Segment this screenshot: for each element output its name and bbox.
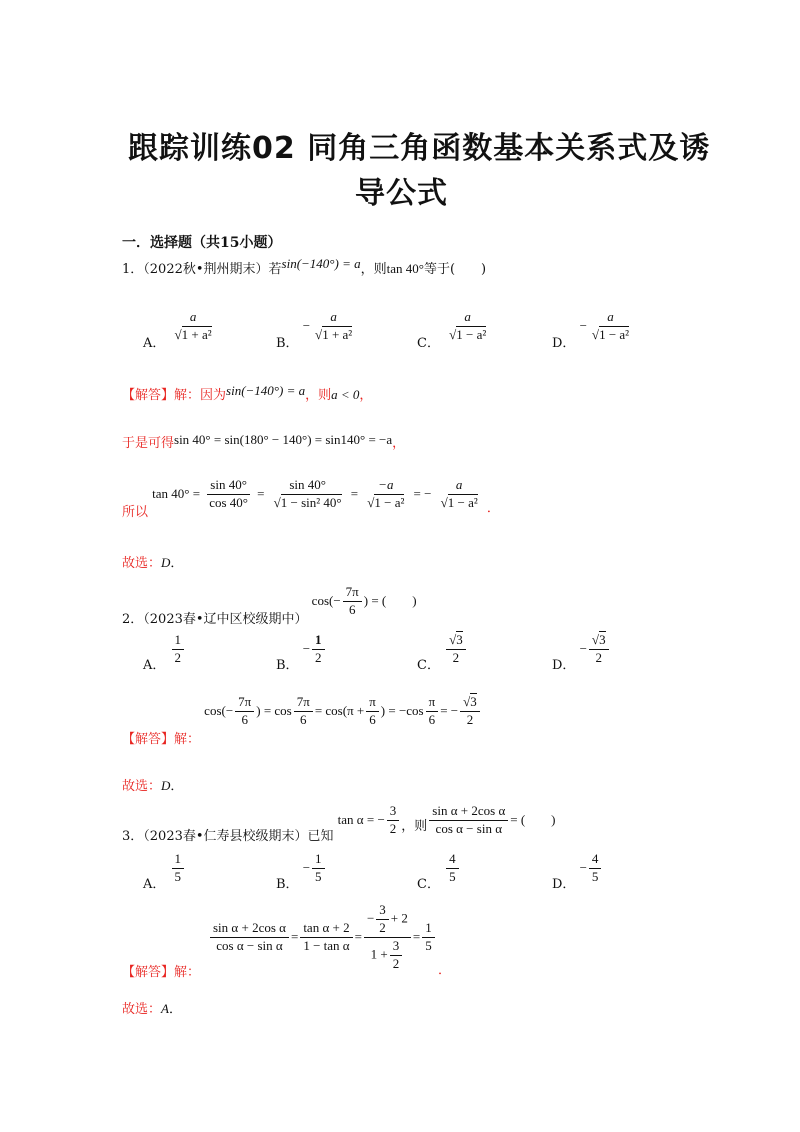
- q3-option-c-label: C．: [417, 876, 440, 892]
- q1-solution-line3: [122, 477, 500, 520]
- numerator: 3: [390, 939, 403, 956]
- inner-fraction: [376, 903, 389, 936]
- q1-solution-line2-text: 于是可得: [122, 436, 175, 451]
- q1-line3-end: ．: [486, 500, 500, 516]
- q3-then: ，则: [401, 818, 428, 834]
- numerator: 1: [312, 633, 325, 650]
- q2-s-frac4: [426, 695, 439, 728]
- q3-answer: [122, 998, 182, 1017]
- numerator: a: [604, 310, 617, 327]
- q1-condition: sin(−140°) = a: [281, 256, 361, 271]
- numerator: 3: [376, 903, 389, 920]
- denominator: 2: [392, 955, 400, 971]
- q2-expr-fraction: [343, 585, 362, 618]
- q1-option-d-fraction: [589, 310, 632, 343]
- inner-fraction: [390, 939, 403, 972]
- page-title-line1: 跟踪训练02 同角三角函数基本关系式及诱: [128, 131, 711, 166]
- q1-line3-neg: = −: [413, 485, 432, 501]
- question-1-stem: [122, 258, 486, 277]
- numerator: −a: [375, 478, 396, 495]
- denominator: 2: [466, 711, 474, 727]
- q3-option-b-sign: −: [302, 859, 311, 875]
- page-title-line2: 导公式: [355, 176, 448, 211]
- numerator: 7π: [294, 695, 313, 712]
- q3-option-d-sign: −: [579, 859, 587, 875]
- q2-option-a[interactable]: [143, 632, 186, 673]
- denominator: 5: [449, 868, 456, 884]
- denominator: 6: [369, 711, 376, 727]
- numerator: π: [426, 695, 439, 712]
- numerator: 7π: [235, 695, 254, 712]
- q2-option-c-fraction: [446, 633, 466, 666]
- one-plus: 1 +: [370, 946, 388, 962]
- q3-option-d-fraction: [589, 852, 602, 885]
- plus-two: + 2: [390, 910, 408, 926]
- denominator: 2: [389, 820, 397, 836]
- numerator: √3: [460, 695, 480, 712]
- denominator: √1 − a²: [440, 494, 478, 510]
- denominator: 5: [315, 868, 322, 884]
- q1-solution-line2-comma: ，: [392, 436, 406, 451]
- numerator: 7π: [343, 585, 362, 602]
- q1-option-b-label: B．: [276, 335, 299, 351]
- denominator: 2: [379, 919, 386, 935]
- q2-option-b-label: B．: [276, 657, 299, 673]
- denominator: 6: [428, 711, 436, 727]
- q1-then: ，则: [360, 262, 387, 277]
- denominator: 2: [315, 649, 322, 665]
- q2-s-frac2: [294, 695, 313, 728]
- q3-option-d-label: D．: [552, 876, 576, 892]
- q3-ask: = ( ): [510, 811, 556, 827]
- q3-answer-value: A: [161, 1001, 169, 1016]
- denominator: 5: [591, 868, 599, 884]
- numerator: √3: [589, 633, 609, 650]
- numerator: √3: [446, 633, 466, 650]
- q1-stem-text: 1．（2022秋•荆州期末）若: [122, 262, 282, 277]
- q3-cond-pre: tan α = −: [337, 811, 385, 827]
- radicand: 1 − a²: [374, 494, 405, 510]
- q1-option-a-label: A．: [143, 335, 166, 351]
- numerator: 4: [589, 852, 602, 869]
- q3-option-c[interactable]: [417, 851, 461, 892]
- numerator: sin 40°: [207, 478, 250, 495]
- q2-s-frac3: [366, 695, 379, 728]
- q1-answer: [122, 552, 183, 571]
- q3-solution-tag: 【解答】: [122, 965, 175, 980]
- q3-s-eq2: =: [354, 928, 362, 944]
- q3-solution-math: [208, 903, 437, 972]
- numerator: [364, 903, 411, 938]
- q2-option-b-sign: −: [302, 640, 311, 656]
- q1-option-d-sign: −: [579, 317, 587, 333]
- q1-line3-frac3: [364, 478, 407, 511]
- q2-solution-tag: 【解答】: [122, 731, 175, 747]
- q1-ask: 等于( ): [423, 262, 487, 277]
- q3-solution-end: ．: [438, 963, 452, 978]
- q2-answer-text: 故选：: [122, 779, 162, 794]
- denominator: 6: [300, 711, 307, 727]
- q3-option-d[interactable]: [552, 851, 603, 892]
- denominator: √1 − a²: [591, 326, 630, 342]
- q1-option-c[interactable]: [417, 309, 491, 351]
- q3-s-frac3: [364, 903, 411, 972]
- numerator: tan α + 2: [300, 921, 352, 938]
- numerator: a: [453, 478, 466, 495]
- denominator: √1 + a²: [315, 326, 353, 342]
- q3-s-eq1: =: [290, 928, 299, 944]
- q3-option-b-label: B．: [276, 876, 299, 892]
- q1-option-a-fraction: [172, 310, 215, 343]
- numerator: a: [327, 310, 340, 327]
- q2-option-d[interactable]: [552, 632, 611, 673]
- q1-solution-line3-text: 所以: [122, 504, 149, 520]
- denominator: 2: [595, 649, 602, 665]
- q1-line3-eq2: =: [350, 485, 359, 501]
- q2-s-eqcos2: = cos(π +: [314, 702, 365, 718]
- denominator: cos α − sin α: [216, 937, 283, 953]
- q2-s-neg: ) = −cos: [380, 702, 424, 718]
- numerator: 1: [172, 633, 185, 650]
- q3-option-b[interactable]: [276, 851, 327, 892]
- q1-option-b[interactable]: [276, 309, 357, 351]
- q3-option-c-fraction: [446, 852, 459, 885]
- denominator: [368, 938, 408, 972]
- numerator: 3: [387, 804, 400, 821]
- q1-option-d[interactable]: [552, 309, 634, 351]
- q1-line3-frac2: [271, 478, 345, 511]
- q2-option-b[interactable]: [276, 632, 327, 673]
- radicand: 1 + a²: [322, 326, 353, 342]
- q3-stem-text: 3．（2023春•仁寿县校级期末）已知: [122, 828, 334, 844]
- q1-option-c-label: C．: [417, 335, 440, 351]
- question-3-stem: [122, 803, 556, 844]
- q1-solution-condition: sin(−140°) = a: [226, 383, 306, 398]
- q3-s-frac1: [210, 921, 289, 954]
- numerator: 1: [172, 852, 185, 869]
- minus-sign: −: [366, 910, 375, 926]
- denominator: √1 + a²: [174, 326, 212, 342]
- q3-solution: [122, 902, 452, 980]
- q1-line3-frac4: [438, 478, 481, 511]
- radicand: 3: [470, 694, 477, 709]
- q3-s-frac4: [422, 921, 435, 954]
- q2-option-c-label: C．: [417, 657, 440, 673]
- radicand: 1 − a²: [447, 494, 478, 510]
- q2-option-a-fraction: [172, 633, 185, 666]
- q1-answer-end: ．: [170, 556, 184, 571]
- denominator: 6: [348, 601, 356, 617]
- q2-s-cos1: cos(−: [204, 702, 234, 718]
- numerator: a: [187, 310, 200, 327]
- q2-option-d-fraction: [589, 633, 609, 666]
- q2-s-eqneg: = −: [440, 702, 459, 718]
- numerator: a: [461, 310, 474, 327]
- q1-solution-line2-math: sin 40° = sin(180° − 140°) = sin140° = −a: [174, 432, 393, 447]
- q1-expression: tan 40°: [386, 261, 424, 276]
- denominator: 5: [174, 868, 182, 884]
- denominator: 6: [241, 711, 248, 727]
- q1-line3-frac1: [206, 478, 251, 511]
- q1-solution-start: 解：因为: [174, 388, 227, 403]
- q2-option-c[interactable]: [417, 632, 468, 673]
- denominator: 5: [425, 937, 432, 953]
- q1-solution-line2: [122, 432, 405, 451]
- q3-option-b-fraction: [312, 852, 325, 885]
- q1-solution-mid: ，则: [305, 388, 332, 403]
- q2-expr-post: ) = ( ): [363, 592, 417, 608]
- radicand: 1 + a²: [181, 326, 212, 342]
- radicand: 3: [599, 632, 606, 647]
- denominator: cos 40°: [209, 494, 248, 510]
- q2-s-frac1: [235, 695, 254, 728]
- q2-s-eqcos: ) = cos: [256, 702, 292, 718]
- radicand: 1 − sin² 40°: [280, 494, 342, 510]
- q1-solution-line1: [122, 384, 372, 403]
- denominator: cos α − sin α: [435, 820, 503, 836]
- q2-answer-end: ．: [170, 779, 184, 794]
- denominator: √1 − a²: [367, 494, 405, 510]
- numerator: sin α + 2cos α: [210, 921, 289, 938]
- q1-line3-eq1: =: [257, 485, 265, 501]
- q2-option-a-label: A．: [143, 657, 166, 673]
- q1-option-c-fraction: [446, 310, 489, 343]
- q3-option-a-label: A．: [143, 876, 166, 892]
- q2-expr-pre: cos(−: [311, 592, 341, 608]
- numerator: 4: [446, 852, 459, 869]
- radicand: 1 − a²: [456, 326, 487, 342]
- q3-cond-fraction: [387, 804, 400, 837]
- q2-answer: [122, 775, 183, 794]
- q2-solution-math: [204, 695, 482, 728]
- q2-option-b-fraction: [312, 633, 325, 666]
- numerator: 1: [422, 921, 435, 938]
- q2-solution-start: 解：: [174, 731, 201, 747]
- denominator: 2: [174, 649, 182, 665]
- q1-solution-inequality: a < 0: [331, 387, 360, 402]
- q1-solution-comma: ，: [359, 388, 373, 403]
- q2-stem-text: 2．（2023春•辽中区校级期中）: [122, 611, 308, 627]
- numerator: π: [366, 695, 379, 712]
- numerator: sin 40°: [286, 478, 329, 495]
- section-heading: 一．选择题（共15小题）: [122, 235, 282, 251]
- q1-line3-lhs: tan 40° =: [152, 485, 201, 501]
- q3-s-frac2: [300, 921, 352, 954]
- denominator: 2: [452, 649, 460, 665]
- radicand: 3: [456, 632, 463, 647]
- question-2-stem: [122, 584, 417, 627]
- q1-answer-value: D: [161, 555, 171, 570]
- q1-option-a[interactable]: [143, 309, 217, 351]
- q3-s-eq3: =: [412, 928, 421, 944]
- denominator: 1 − tan α: [303, 937, 350, 953]
- q2-s-frac5: [460, 695, 480, 728]
- q3-expr-fraction: [429, 804, 508, 837]
- q2-option-d-label: D．: [552, 657, 576, 673]
- q1-answer-text: 故选：: [122, 556, 162, 571]
- q3-answer-end: ．: [168, 1002, 182, 1017]
- q2-option-d-sign: −: [579, 640, 587, 656]
- q1-option-b-fraction: [312, 310, 355, 343]
- numerator: 1: [312, 852, 325, 869]
- q2-answer-value: D: [161, 778, 171, 793]
- q3-option-a[interactable]: [143, 851, 186, 892]
- denominator: √1 − sin² 40°: [273, 494, 342, 510]
- q1-option-b-sign: −: [302, 317, 311, 333]
- denominator: √1 − a²: [449, 326, 487, 342]
- q1-option-d-label: D．: [552, 335, 576, 351]
- numerator: sin α + 2cos α: [429, 804, 508, 821]
- q3-answer-text: 故选：: [122, 1002, 162, 1017]
- radicand: 1 − a²: [599, 326, 630, 342]
- q3-option-a-fraction: [172, 852, 185, 885]
- q3-solution-start: 解：: [174, 965, 201, 980]
- q1-solution-tag: 【解答】: [122, 388, 175, 403]
